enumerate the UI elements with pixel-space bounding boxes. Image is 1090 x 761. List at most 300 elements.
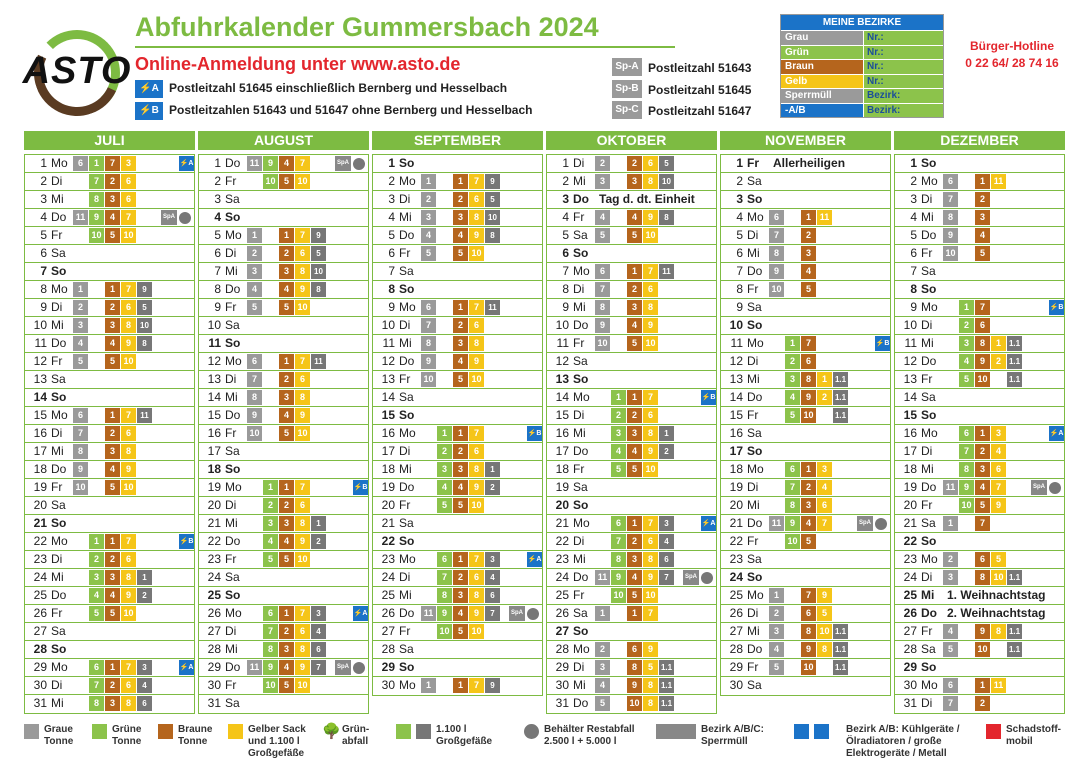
- weekday: Mo: [573, 390, 590, 404]
- pickup-cell: 4: [801, 264, 816, 279]
- pickup-cell: 2: [801, 480, 816, 495]
- pickup-cell: 2: [959, 318, 974, 333]
- weekday: Mi: [747, 246, 760, 260]
- day-row: [25, 623, 194, 641]
- pickup-cell: 1: [991, 336, 1006, 351]
- weekday: Mo: [921, 426, 938, 440]
- weekday: Sa: [399, 390, 414, 404]
- weekday: Mi: [399, 588, 412, 602]
- pickup-cell: 1.1: [659, 678, 674, 693]
- pickup-cell: 9: [485, 174, 500, 189]
- pickup-cell: 2: [137, 588, 152, 603]
- weekday: Fr: [399, 624, 411, 638]
- pickup-cell: 2: [627, 534, 642, 549]
- day-row: [199, 425, 368, 443]
- pickup-cell: 10: [975, 642, 990, 657]
- weekday: So: [225, 210, 241, 224]
- pickup-cell: 3: [991, 426, 1006, 441]
- pickup-cell: 8: [991, 624, 1006, 639]
- pickup-cell: 3: [89, 570, 104, 585]
- pickup-cell: 4: [817, 480, 832, 495]
- pickup-cell: 11: [73, 210, 88, 225]
- day-row: [199, 659, 368, 677]
- pickup-cell: 8: [295, 516, 310, 531]
- day-row: [199, 587, 368, 605]
- pickup-cell: 4: [105, 588, 120, 603]
- day-number: 25: [555, 588, 569, 602]
- district-badge-icon: ⚡A: [353, 606, 368, 621]
- day-number: 30: [207, 678, 221, 692]
- day-row: [895, 425, 1064, 443]
- weekday: Do: [573, 570, 589, 584]
- spc-badge: Sp-C: [612, 101, 642, 119]
- pickup-cell: 9: [817, 588, 832, 603]
- day-number: 5: [388, 228, 395, 242]
- pickup-cell: 6: [959, 426, 974, 441]
- day-number: 22: [381, 534, 395, 548]
- day-number: 1: [736, 156, 743, 170]
- weekday: Mi: [747, 498, 760, 512]
- bulky-badge: SpA: [335, 660, 351, 675]
- pickup-cell: 5: [137, 300, 152, 315]
- pickup-cell: 1: [311, 516, 326, 531]
- pickup-cell: 4: [801, 516, 816, 531]
- online-registration[interactable]: Online-Anmeldung unter www.asto.de: [135, 54, 461, 74]
- day-row: [721, 479, 890, 497]
- pickup-cell: 10: [769, 282, 784, 297]
- day-number: 12: [903, 354, 917, 368]
- day-row: [895, 407, 1064, 425]
- pickup-cell: 9: [643, 444, 658, 459]
- weekday: Fr: [225, 300, 237, 314]
- pickup-cell: 5: [421, 246, 436, 261]
- pickup-cell: 7: [975, 300, 990, 315]
- day-row: [199, 353, 368, 371]
- weekday: Do: [747, 642, 763, 656]
- pickup-cell: 7: [595, 282, 610, 297]
- pickup-cell: 6: [295, 246, 310, 261]
- weekday: Sa: [921, 642, 936, 656]
- day-number: 11: [208, 336, 221, 350]
- day-row: [25, 173, 194, 191]
- pickup-cell: 8: [295, 642, 310, 657]
- day-row: [373, 407, 542, 425]
- pickup-cell: 3: [453, 210, 468, 225]
- pickup-cell: 2: [975, 696, 990, 711]
- day-row: [721, 191, 890, 209]
- month-column: [894, 131, 1065, 714]
- day-row: [895, 659, 1064, 677]
- weekday: Mi: [225, 264, 238, 278]
- day-number: 7: [40, 264, 47, 278]
- day-row: [199, 389, 368, 407]
- weekday: Di: [399, 444, 411, 458]
- pickup-cell: 9: [121, 588, 136, 603]
- day-number: 8: [214, 282, 221, 296]
- pickup-cell: 6: [975, 552, 990, 567]
- day-number: 16: [207, 426, 221, 440]
- weekday: Di: [51, 426, 63, 440]
- day-row: [895, 641, 1064, 659]
- weekday: Di: [921, 444, 933, 458]
- day-row: [547, 407, 716, 425]
- pickup-cell: 4: [279, 408, 294, 423]
- day-row: [547, 641, 716, 659]
- pickup-cell: 8: [627, 660, 642, 675]
- pickup-cell: 8: [801, 624, 816, 639]
- day-row: [895, 281, 1064, 299]
- day-number: 18: [903, 462, 917, 476]
- weekday: Mi: [573, 174, 586, 188]
- day-number: 24: [207, 570, 221, 584]
- pickup-cell: 5: [817, 606, 832, 621]
- pickup-cell: 10: [801, 408, 816, 423]
- weekday: Mi: [921, 588, 935, 602]
- pickup-cell: 11: [247, 660, 262, 675]
- pickup-cell: 8: [643, 300, 658, 315]
- day-row: [547, 281, 716, 299]
- day-row: [895, 317, 1064, 335]
- pickup-cell: 10: [295, 300, 310, 315]
- pickup-cell: 4: [453, 354, 468, 369]
- pickup-cell: 3: [453, 588, 468, 603]
- pickup-cell: 3: [943, 570, 958, 585]
- day-number: 6: [388, 246, 395, 260]
- pickup-cell: 10: [311, 264, 326, 279]
- pickup-cell: 7: [469, 552, 484, 567]
- pickup-cell: 7: [469, 426, 484, 441]
- day-row: [895, 497, 1064, 515]
- pickup-cell: 8: [247, 390, 262, 405]
- day-number: 7: [214, 264, 221, 278]
- day-number: 28: [207, 642, 221, 656]
- pickup-cell: 1.1: [1007, 372, 1022, 387]
- day-row: [721, 353, 890, 371]
- weekday: So: [921, 408, 937, 422]
- weekday: Do: [225, 534, 241, 548]
- pickup-cell: 9: [643, 210, 658, 225]
- district-badge-icon: ⚡A: [1049, 426, 1064, 441]
- day-number: 17: [207, 444, 221, 458]
- pickup-cell: 2: [595, 156, 610, 171]
- pickup-cell: 8: [311, 282, 326, 297]
- pickup-cell: 9: [627, 678, 642, 693]
- pickup-cell: 5: [627, 462, 642, 477]
- pickup-cell: 2: [453, 570, 468, 585]
- pickup-cell: 3: [453, 336, 468, 351]
- weekday: Mi: [747, 624, 760, 638]
- weekday: Fr: [225, 678, 237, 692]
- weekday: Do: [51, 588, 67, 602]
- weekday: Fr: [921, 372, 933, 386]
- weekday: So: [573, 624, 589, 638]
- residual-container-icon: [527, 608, 539, 620]
- pickup-cell: 8: [469, 462, 484, 477]
- day-number: 26: [729, 606, 743, 620]
- pickup-cell: 3: [627, 552, 642, 567]
- pickup-cell: 1.1: [1007, 642, 1022, 657]
- day-row: [25, 227, 194, 245]
- pickup-cell: 6: [469, 192, 484, 207]
- district-row-field[interactable]: Nr.:: [864, 75, 943, 89]
- residual-container-icon: [1049, 482, 1061, 494]
- weekday: So: [573, 498, 589, 512]
- bulky-swatch: [656, 724, 696, 739]
- day-number: 29: [207, 660, 221, 674]
- legend-appliances: Bezirk A/B: Kühlgeräte / Ölradiatoren / große Elektrogeräte / Metall: [846, 724, 960, 759]
- day-number: 13: [33, 372, 47, 386]
- day-row: [547, 371, 716, 389]
- district-row-label: Braun: [781, 60, 863, 74]
- weekday: So: [747, 318, 763, 332]
- pickup-cell: 10: [595, 336, 610, 351]
- my-districts-title: MEINE BEZIRKE: [781, 15, 943, 30]
- day-row: [199, 155, 368, 173]
- pickup-cell: 10: [137, 318, 152, 333]
- weekday: Mi: [51, 570, 64, 584]
- day-row: [199, 677, 368, 695]
- pickup-cell: 2: [627, 282, 642, 297]
- day-number: 28: [381, 642, 395, 656]
- day-row: [547, 155, 716, 173]
- weekday: Di: [747, 354, 759, 368]
- day-number: 30: [903, 678, 917, 692]
- weekday: Di: [225, 372, 237, 386]
- legend: [24, 722, 1074, 758]
- pickup-cell: 6: [659, 552, 674, 567]
- day-row: [895, 515, 1064, 533]
- day-row: [25, 155, 194, 173]
- pickup-cell: 9: [121, 336, 136, 351]
- pickup-cell: 6: [121, 552, 136, 567]
- weekday: Sa: [747, 552, 762, 566]
- day-number: 12: [381, 354, 395, 368]
- pickup-cell: 2: [943, 552, 958, 567]
- pickup-cell: 3: [595, 174, 610, 189]
- pickup-cell: 8: [817, 642, 832, 657]
- day-row: [373, 587, 542, 605]
- day-number: 17: [381, 444, 395, 458]
- hotline: [952, 38, 1072, 72]
- weekday: Do: [921, 606, 937, 620]
- day-row: [895, 389, 1064, 407]
- month-header: NOVEMBER: [720, 131, 891, 150]
- day-row: [373, 227, 542, 245]
- day-row: [547, 605, 716, 623]
- pickup-cell: 8: [469, 336, 484, 351]
- day-number: 6: [910, 246, 917, 260]
- pickup-cell: 7: [89, 174, 104, 189]
- day-number: 28: [555, 642, 569, 656]
- district-row-field[interactable]: Bezirk:: [864, 89, 943, 103]
- day-number: 20: [729, 498, 743, 512]
- pickup-cell: 3: [801, 498, 816, 513]
- day-number: 12: [555, 354, 569, 368]
- pickup-cell: 10: [643, 462, 658, 477]
- day-row: [25, 353, 194, 371]
- pickup-cell: 1.1: [833, 408, 848, 423]
- day-number: 29: [729, 660, 743, 674]
- grey-container-swatch: [416, 724, 431, 739]
- weekday: Mo: [225, 480, 242, 494]
- day-row: [199, 245, 368, 263]
- weekday: Di: [225, 624, 237, 638]
- day-row: [373, 389, 542, 407]
- day-number: 7: [736, 264, 743, 278]
- pickup-cell: 8: [643, 678, 658, 693]
- pickup-cell: 5: [975, 498, 990, 513]
- day-row: [547, 569, 716, 587]
- residual-container-icon: [524, 724, 539, 739]
- pickup-cell: 2: [611, 408, 626, 423]
- day-row: [721, 461, 890, 479]
- pickup-cell: 6: [643, 156, 658, 171]
- pickup-cell: 5: [453, 624, 468, 639]
- calendar-grid: [24, 131, 1065, 714]
- day-number: 16: [729, 426, 743, 440]
- day-number: 16: [381, 426, 395, 440]
- spb-text: Postleitzahl 51645: [648, 83, 752, 97]
- pickup-cell: 3: [279, 516, 294, 531]
- pickup-cell: 2: [279, 246, 294, 261]
- pickup-cell: 6: [627, 642, 642, 657]
- weekday: Do: [573, 192, 589, 206]
- hotline-number[interactable]: 0 22 64/ 28 74 16: [965, 56, 1059, 70]
- pickup-cell: 1: [279, 606, 294, 621]
- weekday: Do: [747, 264, 763, 278]
- weekday: Mi: [399, 462, 412, 476]
- spb-badge: Sp-B: [612, 80, 642, 98]
- day-row: [25, 407, 194, 425]
- pickup-cell: 6: [643, 534, 658, 549]
- pickup-cell: 8: [595, 300, 610, 315]
- legend-bulky: Bezirk A/B/C: Sperrmüll: [701, 724, 764, 747]
- day-number: 11: [730, 336, 743, 350]
- day-number: 21: [729, 516, 743, 530]
- day-number: 9: [562, 300, 569, 314]
- weekday: Di: [51, 552, 63, 566]
- pickup-cell: 5: [279, 174, 294, 189]
- day-row: [373, 173, 542, 191]
- pickup-cell: 2: [263, 498, 278, 513]
- day-number: 1: [214, 156, 221, 170]
- pickup-cell: 8: [89, 192, 104, 207]
- district-row-label: -A/B: [781, 104, 863, 118]
- day-number: 16: [903, 426, 917, 440]
- title-divider: [135, 46, 675, 48]
- weekday: Di: [573, 282, 585, 296]
- day-row: [373, 533, 542, 551]
- day-number: 15: [33, 408, 47, 422]
- bulky-badge: SpA: [509, 606, 525, 621]
- day-number: 18: [381, 462, 395, 476]
- legend-yellow: Gelber Sack und 1.100 l Großgefäße: [248, 724, 306, 759]
- pickup-cell: 1.1: [833, 624, 848, 639]
- pickup-cell: 2: [437, 444, 452, 459]
- pickup-cell: 5: [611, 462, 626, 477]
- pickup-cell: 8: [137, 336, 152, 351]
- day-row: [721, 515, 890, 533]
- day-number: 1: [562, 156, 569, 170]
- holiday-label: Allerheiligen: [773, 156, 846, 170]
- weekday: Fr: [225, 426, 237, 440]
- day-number: 2: [736, 174, 743, 188]
- weekday: Mo: [51, 534, 68, 548]
- pickup-cell: 8: [643, 426, 658, 441]
- weekday: Di: [921, 318, 933, 332]
- weekday: Mo: [399, 174, 416, 188]
- pickup-cell: 9: [295, 534, 310, 549]
- month-column: [546, 131, 717, 714]
- pickup-cell: 2: [453, 444, 468, 459]
- day-row: [721, 389, 890, 407]
- pickup-cell: 4: [421, 228, 436, 243]
- district-row-field[interactable]: Nr.:: [864, 60, 943, 74]
- pickup-cell: 5: [279, 552, 294, 567]
- pickup-cell: 5: [785, 408, 800, 423]
- pickup-cell: 4: [627, 570, 642, 585]
- pickup-cell: 3: [769, 624, 784, 639]
- weekday: Sa: [225, 192, 240, 206]
- pickup-cell: 10: [643, 588, 658, 603]
- pickup-cell: 7: [105, 156, 120, 171]
- pickup-cell: 6: [801, 354, 816, 369]
- district-row-field[interactable]: Nr.:: [864, 46, 943, 60]
- pickup-cell: 11: [247, 156, 262, 171]
- pickup-cell: 9: [643, 570, 658, 585]
- pickup-cell: 8: [643, 696, 658, 711]
- day-number: 4: [562, 210, 569, 224]
- day-row: [721, 263, 890, 281]
- pickup-cell: 3: [627, 300, 642, 315]
- pickup-cell: 1: [263, 480, 278, 495]
- day-row: [721, 497, 890, 515]
- day-number: 15: [555, 408, 569, 422]
- weekday: Sa: [51, 624, 66, 638]
- pickup-cell: 6: [595, 264, 610, 279]
- day-row: [895, 587, 1064, 605]
- pickup-cell: 9: [263, 156, 278, 171]
- pickup-cell: 2: [659, 444, 674, 459]
- day-number: 12: [207, 354, 221, 368]
- day-row: [373, 245, 542, 263]
- pickup-cell: 5: [247, 300, 262, 315]
- district-row-label: Grün: [781, 46, 863, 60]
- pickup-cell: 7: [643, 516, 658, 531]
- weekday: Do: [399, 480, 415, 494]
- weekday: Mo: [225, 354, 242, 368]
- pickup-cell: 4: [437, 480, 452, 495]
- pickup-cell: 1: [105, 282, 120, 297]
- weekday: Do: [573, 318, 589, 332]
- pickup-cell: 4: [991, 444, 1006, 459]
- pickup-cell: 7: [295, 354, 310, 369]
- spa-badge: Sp-A: [612, 58, 642, 76]
- pickup-cell: 7: [817, 516, 832, 531]
- district-row-field[interactable]: Nr.:: [864, 31, 943, 45]
- pickup-cell: 10: [959, 498, 974, 513]
- day-row: [895, 443, 1064, 461]
- day-row: [721, 605, 890, 623]
- day-number: 3: [388, 192, 395, 206]
- month-header: DEZEMBER: [894, 131, 1065, 150]
- pickup-cell: 9: [437, 606, 452, 621]
- weekday: So: [399, 534, 415, 548]
- day-row: [895, 605, 1064, 623]
- district-row-field[interactable]: Bezirk:: [864, 104, 943, 118]
- pickup-cell: 8: [785, 498, 800, 513]
- day-row: [373, 371, 542, 389]
